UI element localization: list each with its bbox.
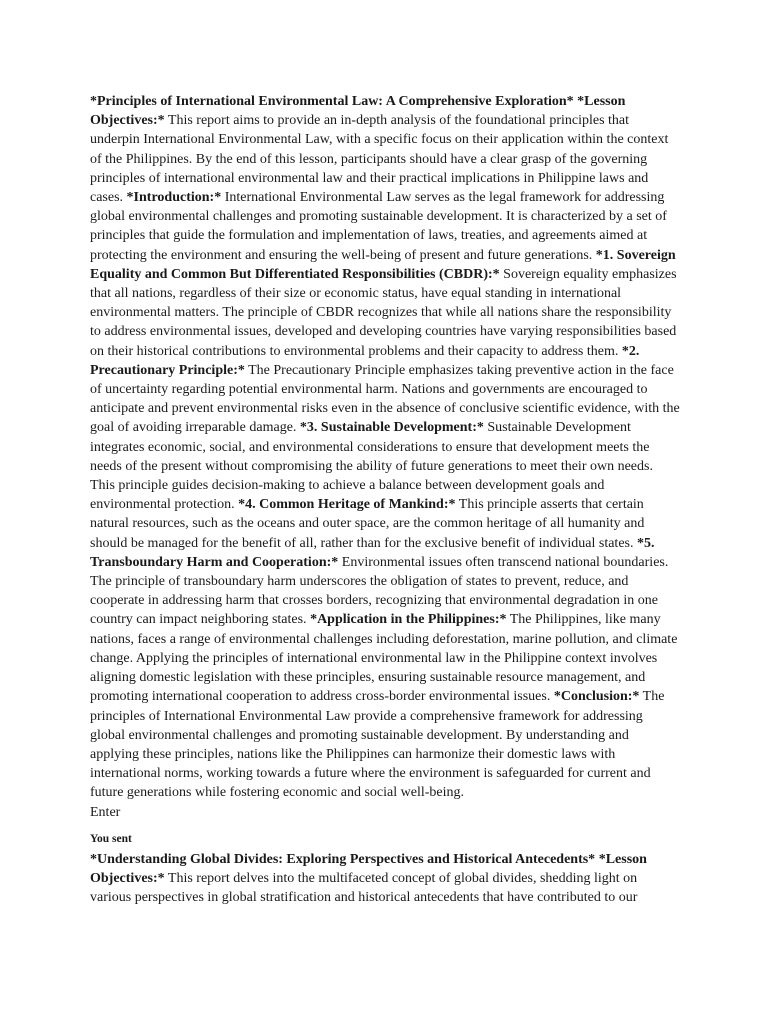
- introduction-heading: *Introduction:*: [126, 190, 222, 206]
- principle-4-text: This principle asserts that certain natural resources, such as the oceans and outer space, are the common heritage of all humanity and should be managed for the benefit of all, rather than for the exclusive benefit of individual states.: [90, 497, 645, 551]
- report-2-lesson-objectives-text: This report delves into the multifaceted concept of global divides, shedding light on various perspectives in global stratification and historical antecedents that have contributed to our: [90, 870, 638, 905]
- lesson-objectives-heading: *Lesson Objectives:*: [90, 94, 626, 129]
- principle-3-heading: *3. Sustainable Development:*: [299, 420, 484, 436]
- introduction-text: International Environmental Law serves as the legal framework for addressing global environmental challenges and promoting sustainable development. It is characterized by a set of principles that guide the formulation and implementation of laws, treaties, and agreements aimed at protecting the environment and ensuring the well-being of present and future generations.: [90, 190, 667, 263]
- principle-5-text: Environmental issues often transcend national boundaries. The principle of transboundary harm underscores the obligation of states to prevent, reduce, and cooperate in addressing harm that crosses borders, recognizing that environmental degradation in one country can impact neighboring states.: [90, 554, 669, 628]
- report-2-body: [90, 850, 680, 908]
- principle-2-text: The Precautionary Principle emphasizes taking preventive action in the face of uncertainty regarding potential environmental harm. Nations and governments are encouraged to anticipate and prevent environmental risks even in the absence of conclusive scientific evidence, with the goal of avoiding irreparable damage.: [90, 362, 680, 436]
- application-heading: *Application in the Philippines:*: [310, 612, 507, 628]
- principle-1-text: Sovereign equality emphasizes that all nations, regardless of their size or economic status, have equal standing in international environmental matters. The principle of CBDR recognizes that while all nations share the responsibility to address environmental issues, developed and developing countries have varying responsibilities based on their historical contributions to environmental problems and their capacity to address them.: [90, 266, 677, 359]
- principle-4-heading: *4. Common Heritage of Mankind:*: [238, 497, 456, 513]
- principle-3-text: Sustainable Development integrates economic, social, and environmental considerations to ensure that development meets the needs of the present without compromising the ability of future generations to meet their own needs. This principle guides decision-making to achieve a balance between development goals and environmental protection.: [90, 420, 653, 513]
- message-text-block: [90, 92, 680, 907]
- principle-5-heading: *5. Transboundary Harm and Cooperation:*: [90, 535, 655, 570]
- report-2-lesson-objectives-heading: *Lesson Objectives:*: [90, 851, 647, 886]
- lesson-objectives-text: This report aims to provide an in-depth analysis of the foundational principles that underpin International Environmental Law, with a specific focus on their application within the context of the Philippines. By the end of this lesson, participants should have a clear grasp of the governing principles of international environmental law and their practical implications in Philippine laws and cases.: [90, 113, 669, 206]
- report-1-body: [90, 92, 680, 803]
- report-1-title: *Principles of International Environmental Law: A Comprehensive Exploration*: [90, 94, 574, 109]
- conclusion-text: The principles of International Environmental Law provide a comprehensive framework for addressing global environmental challenges and promoting sustainable development. By understanding and applying these principles, nations like the Philippines can harmonize their domestic laws with international norms, working towards a future where the environment is safeguarded for current and future generations while fostering economic and social well-being.: [90, 689, 665, 801]
- enter-label: Enter: [90, 804, 121, 820]
- you-sent-label: You sent: [90, 832, 132, 845]
- principle-1-heading: *1. Sovereign Equality and Common But Differentiated Responsibilities (CBDR):*: [90, 247, 676, 282]
- report-2-title: *Understanding Global Divides: Exploring Perspectives and Historical Antecedents*: [90, 851, 596, 867]
- application-text: The Philippines, like many nations, faces a range of environmental challenges including deforestation, marine pollution, and climate change. Applying the principles of international environmental law in the Philippine context involves aligning domestic legislation with these principles, ensuring sustainable resource management, and promoting international cooperation to address cross-border environmental issues.: [90, 612, 678, 705]
- principle-2-heading: *2. Precautionary Principle:*: [90, 343, 640, 378]
- conclusion-heading: *Conclusion:*: [553, 689, 640, 705]
